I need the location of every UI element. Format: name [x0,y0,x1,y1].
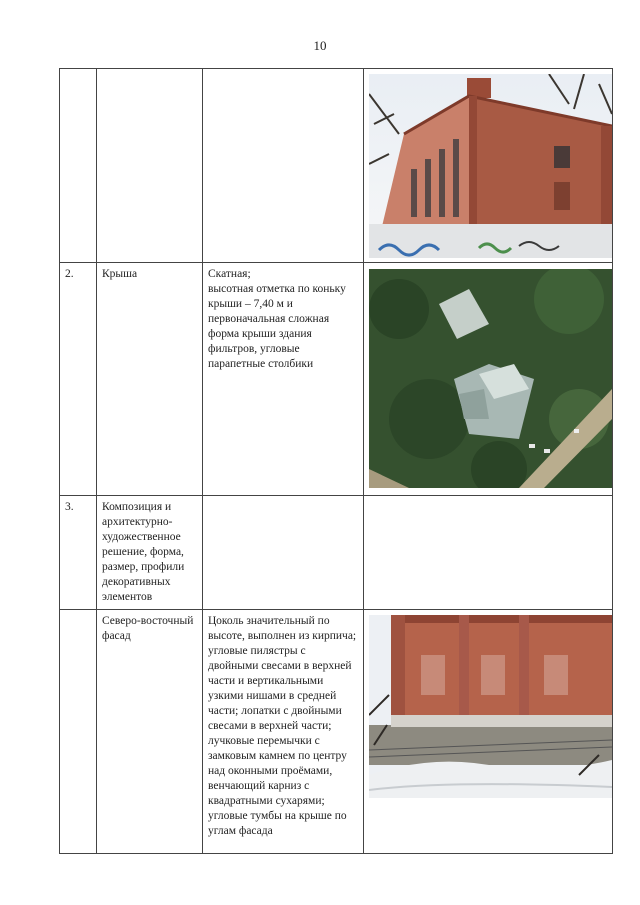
row-description: Скатная; высотная отметка по коньку крыши – 7,40 м и первоначальная сложная форма крыши здания фильтров, угловые парапетные столбики [203,263,364,496]
monument-feature-table [59,68,613,854]
row-title [97,69,203,263]
row-title: Северо-восточный фасад [97,610,203,854]
row-number: 2. [60,263,97,496]
northeast-facade-photo [369,615,612,798]
table-row [60,69,613,263]
row-title: Крыша [97,263,203,496]
table-row [60,496,613,610]
row-number [60,610,97,854]
row-title: Композиция и архитектурно-художественное решение, форма, размер, профили декоративных элементов [97,496,203,610]
row-number [60,69,97,263]
row-description: Цоколь значительный по высоте, выполнен из кирпича; угловые пилястры с двойными свесами в верхней части и вертикальными узкими нишами в средней части; лопатки с двойными свесами в верхней части; лучковые перемычки с замковым камнем по центру над оконными проёмами, венчающий карниз с квадратными сухарями; угловые тумбы на крыше по углам фасада [203,610,364,854]
photo-cell [364,69,613,263]
row-number: 3. [60,496,97,610]
aerial-roof-photo [369,269,612,488]
row-description [203,496,364,610]
photo-cell [364,263,613,496]
row-description [203,69,364,263]
page-number: 10 [313,38,327,53]
photo-cell [364,610,613,854]
table-row [60,263,613,496]
table-row [60,610,613,854]
building-corner-photo [369,74,612,258]
photo-cell [364,496,613,610]
